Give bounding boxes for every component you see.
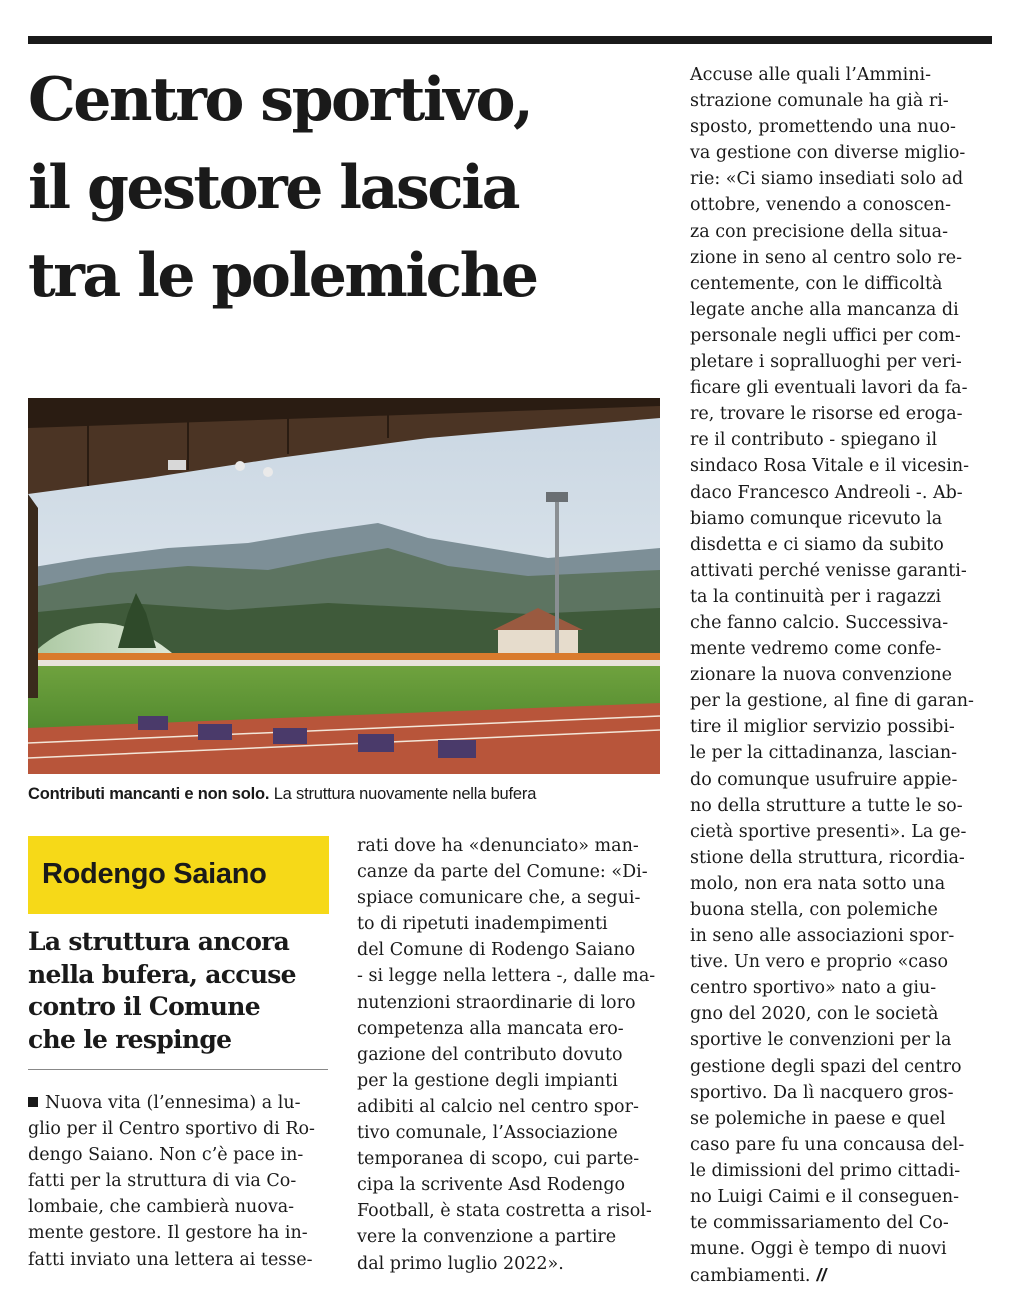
body-line-text: tire il miglior servizio possibi-	[690, 717, 955, 738]
body-line-text: rie: «Ci siamo insediati solo ad	[690, 169, 964, 190]
body-line	[690, 349, 992, 375]
body-line-text: stione della struttura, ricordia-	[690, 847, 965, 868]
body-line	[357, 1068, 659, 1094]
body-line	[28, 1220, 328, 1246]
body-line	[690, 114, 992, 140]
body-line	[357, 1016, 659, 1042]
body-line-text: gestione degli spazi del centro	[690, 1056, 962, 1077]
body-line	[357, 885, 659, 911]
body-line-text: dal primo luglio 2022».	[357, 1253, 564, 1274]
body-line	[357, 1120, 659, 1146]
body-line-text: sportivo. Da lì nacquero gros-	[690, 1082, 954, 1103]
article-column-1	[28, 1090, 328, 1273]
body-line	[690, 1027, 992, 1053]
body-line-text: no Luigi Caimi e il conseguen-	[690, 1187, 960, 1208]
subhead-line: contro il Comune	[28, 992, 260, 1021]
body-line-text: re il contributo - spiegano il	[690, 430, 938, 451]
body-line-text: Accuse alle quali l’Ammini-	[690, 65, 931, 85]
body-line	[690, 584, 992, 610]
body-line-text: le dimissioni del primo cittadi-	[690, 1160, 961, 1181]
body-line	[690, 192, 992, 218]
body-line-text: mune. Oggi è tempo di nuovi	[690, 1239, 947, 1260]
body-line-text: mente gestore. Il gestore ha in-	[28, 1223, 308, 1244]
headline-line: Centro sportivo,	[28, 65, 532, 135]
body-line	[28, 1116, 328, 1142]
body-line-text: - si legge nella lettera -, dalle ma-	[357, 966, 656, 987]
body-line-text: sportive le convenzioni per la	[690, 1030, 952, 1051]
body-line	[690, 636, 992, 662]
body-line	[28, 1247, 328, 1273]
body-line	[690, 62, 992, 88]
body-line	[357, 1146, 659, 1172]
body-line-text: ottobre, venendo a conoscen-	[690, 195, 952, 216]
body-line	[357, 1224, 659, 1250]
body-line	[357, 1251, 659, 1277]
body-line-text: ficare gli eventuali lavori da fa-	[690, 378, 968, 399]
body-line-text: mente vedremo come confe-	[690, 639, 942, 660]
body-line	[690, 140, 992, 166]
body-line	[690, 453, 992, 479]
body-line-text: sindaco Rosa Vitale e il vicesin-	[690, 456, 970, 477]
body-line-text: biamo comunque ricevuto la	[690, 508, 943, 529]
caption-text: La struttura nuovamente nella bufera	[269, 785, 537, 803]
body-line	[690, 375, 992, 401]
body-line	[690, 480, 992, 506]
body-line	[690, 897, 992, 923]
body-line	[357, 859, 659, 885]
body-line	[690, 558, 992, 584]
body-line-text: tivo comunale, l’Associazione	[357, 1123, 618, 1144]
photo-caption	[28, 783, 668, 805]
body-line	[690, 506, 992, 532]
body-line	[28, 1142, 328, 1168]
headline-line: il gestore lascia	[28, 153, 518, 223]
body-line-text: daco Francesco Andreoli -. Ab-	[690, 482, 963, 503]
body-line	[690, 688, 992, 714]
body-line-text: strazione comunale ha già ri-	[690, 91, 949, 112]
body-line	[690, 662, 992, 688]
body-line-text: vere la convenzione a partire	[357, 1227, 617, 1248]
body-line-text: tive. Un vero e proprio «caso	[690, 952, 949, 973]
body-line-text: molo, non era nata sotto una	[690, 873, 946, 894]
body-line	[690, 819, 992, 845]
body-line	[690, 1210, 992, 1236]
body-line-text: do comunque usufruire appie-	[690, 769, 958, 790]
body-line-text: legate anche alla mancanza di	[690, 299, 959, 320]
body-line-text: zionare la nuova convenzione	[690, 665, 952, 686]
place-label: Rodengo Saiano	[42, 858, 267, 890]
body-line	[28, 1194, 328, 1220]
top-rule	[28, 36, 992, 44]
body-line-text: attivati perché venisse garanti-	[690, 560, 967, 581]
body-line	[690, 1106, 992, 1132]
body-line-text: glio per il Centro sportivo di Ro-	[28, 1119, 315, 1140]
body-line-text: le per la cittadinanza, lascian-	[690, 743, 958, 764]
body-line-text: Football, è stata costretta a risol-	[357, 1201, 652, 1222]
body-line	[690, 401, 992, 427]
body-line-text: gno del 2020, con le società	[690, 1004, 939, 1025]
body-line	[357, 937, 659, 963]
body-line-text: fatti inviato una lettera ai tesse-	[28, 1249, 313, 1270]
body-line	[357, 963, 659, 989]
place-box	[28, 836, 329, 914]
body-line-text: dengo Saiano. Non c’è pace in-	[28, 1145, 304, 1166]
article-column-2	[357, 833, 659, 1277]
headline-line: tra le polemiche	[28, 241, 537, 311]
body-line-text: buona stella, con polemiche	[690, 900, 938, 920]
body-line	[690, 245, 992, 271]
subhead-line: che le respinge	[28, 1024, 232, 1054]
subhead-line: La struttura ancora	[28, 927, 290, 956]
body-line	[690, 427, 992, 453]
body-line	[28, 1168, 328, 1194]
body-line	[690, 1001, 992, 1027]
body-line-text: per la gestione, al fine di garan-	[690, 691, 974, 712]
body-line	[690, 845, 992, 871]
article-column-3	[690, 62, 992, 1288]
body-line-text: te commissariamento del Co-	[690, 1213, 949, 1234]
body-line-text: del Comune di Rodengo Saiano	[357, 940, 636, 961]
body-line	[690, 166, 992, 192]
body-line	[690, 1236, 992, 1262]
end-mark: //	[816, 1265, 827, 1286]
body-line	[690, 949, 992, 975]
body-line	[690, 923, 992, 949]
body-line	[690, 1262, 992, 1288]
body-line	[690, 610, 992, 636]
body-line	[690, 1132, 992, 1158]
body-line-text: rati dove ha «denunciato» man-	[357, 836, 639, 856]
caption-bold: Contributi mancanti e non solo.	[28, 785, 270, 803]
body-line-text: zione in seno al centro solo re-	[690, 247, 963, 268]
body-line-text: no della strutture a tutte le so-	[690, 795, 963, 816]
subhead-rule	[28, 1069, 328, 1070]
body-line-text: in seno alle associazioni spor-	[690, 926, 955, 947]
body-line-text: per la gestione degli impianti	[357, 1070, 618, 1091]
body-line	[690, 714, 992, 740]
body-line	[357, 1042, 659, 1068]
bullet-square-icon	[28, 1097, 38, 1107]
body-line-text: competenza alla mancata ero-	[357, 1018, 624, 1039]
body-line	[690, 740, 992, 766]
body-line	[357, 1094, 659, 1120]
body-line	[690, 871, 992, 897]
body-line-text: va gestione con diverse miglio-	[690, 143, 966, 164]
body-line-text: pletare i sopralluoghi per veri-	[690, 352, 962, 373]
body-line	[357, 1172, 659, 1198]
body-line-text: nutenzioni straordinarie di loro	[357, 992, 636, 1013]
body-line-text: cambiamenti.	[690, 1266, 811, 1287]
body-line-text: re, trovare le risorse ed eroga-	[690, 404, 963, 425]
body-line	[690, 1184, 992, 1210]
body-line-text: centro sportivo» nato a giu-	[690, 978, 937, 999]
body-line	[690, 1158, 992, 1184]
body-line	[690, 297, 992, 323]
subhead-line: nella bufera, accuse	[28, 959, 296, 989]
body-line	[690, 323, 992, 349]
body-line-text: caso pare fu una concausa del-	[690, 1134, 965, 1155]
body-line	[357, 990, 659, 1016]
body-line	[690, 1054, 992, 1080]
body-line-text: se polemiche in paese e quel	[690, 1108, 946, 1129]
body-line	[690, 219, 992, 245]
subheadline	[28, 926, 328, 1056]
body-line	[690, 767, 992, 793]
body-line-text: cietà sportive presenti». La ge-	[690, 821, 967, 842]
body-line-text: lombaie, che cambierà nuova-	[28, 1197, 295, 1218]
body-line-text: sposto, promettendo una nuo-	[690, 117, 956, 138]
body-line-text: cipa la scrivente Asd Rodengo	[357, 1175, 626, 1196]
body-line	[690, 271, 992, 297]
body-line	[357, 1198, 659, 1224]
stadium-photo	[28, 398, 660, 774]
body-line-text: ta la continuità per i ragazzi	[690, 586, 942, 607]
body-line-text: to di ripetuti inadempimenti	[357, 914, 608, 935]
body-line-text: spiace comunicare che, a segui-	[357, 888, 641, 909]
body-line-text: che fanno calcio. Successiva-	[690, 612, 949, 633]
body-line	[690, 793, 992, 819]
body-line	[690, 975, 992, 1001]
body-line-text: centemente, con le difficoltà	[690, 273, 943, 294]
body-line-text: gazione del contributo dovuto	[357, 1044, 623, 1065]
body-line-text: za con precisione della situa-	[690, 221, 948, 242]
headline	[28, 56, 668, 320]
body-line-text: canze da parte del Comune: «Di-	[357, 862, 648, 883]
body-line	[690, 88, 992, 114]
body-line-text: fatti per la struttura di via Co-	[28, 1171, 297, 1192]
body-line	[690, 532, 992, 558]
body-line-text: temporanea di scopo, cui parte-	[357, 1149, 640, 1170]
body-line-text: disdetta e ci siamo da subito	[690, 534, 944, 555]
body-line-text: Nuova vita (l’ennesima) a lu-	[45, 1093, 301, 1113]
body-line	[28, 1090, 328, 1116]
body-line-text: adibiti al calcio nel centro spor-	[357, 1096, 639, 1117]
body-line-text: personale negli uffici per com-	[690, 325, 961, 346]
body-line	[357, 911, 659, 937]
body-line	[690, 1080, 992, 1106]
body-line	[357, 833, 659, 859]
